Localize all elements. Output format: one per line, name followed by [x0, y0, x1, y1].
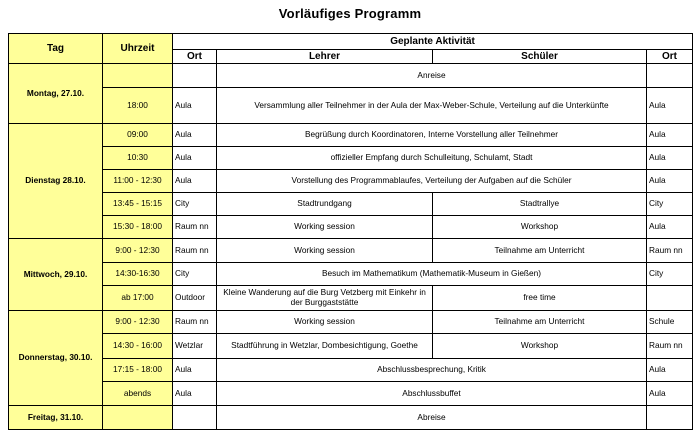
ort-cell: Aula — [173, 170, 217, 193]
ort2-cell: Aula — [647, 88, 693, 124]
time-cell: 17:15 - 18:00 — [103, 359, 173, 382]
ort2-cell: Aula — [647, 382, 693, 406]
page-title: Vorläufiges Programm — [278, 6, 422, 21]
schueler-cell: Teilnahme am Unterricht — [433, 311, 647, 334]
program-table — [8, 33, 693, 430]
schueler-cell: Stadtrallye — [433, 193, 647, 216]
time-cell: 10:30 — [103, 147, 173, 170]
ort2-cell: City — [647, 263, 693, 286]
time-cell: 14:30-16:30 — [103, 263, 173, 286]
ort-cell — [173, 64, 217, 88]
ort2-cell — [647, 406, 693, 430]
ort2-cell: Aula — [647, 124, 693, 147]
day-freitag: Freitag, 31.10. — [9, 406, 103, 430]
time-cell: 15:30 - 18:00 — [103, 216, 173, 239]
header-lehrer: Lehrer — [217, 50, 433, 64]
ort-cell: Outdoor — [173, 286, 217, 311]
time-cell: 11:00 - 12:30 — [103, 170, 173, 193]
header-tag: Tag — [9, 34, 103, 64]
activity-cell: offizieller Empfang durch Schulleitung, Schulamt, Stadt — [217, 147, 647, 170]
header-geplante-aktivitaet: Geplante Aktivität — [173, 34, 693, 50]
ort2-cell: Aula — [647, 147, 693, 170]
ort-cell: Raum nn — [173, 311, 217, 334]
activity-cell: Abschlussbuffet — [217, 382, 647, 406]
ort2-cell: Aula — [647, 359, 693, 382]
header-ort: Ort — [173, 50, 217, 64]
ort-cell: Wetzlar — [173, 334, 217, 359]
schueler-cell: Workshop — [433, 216, 647, 239]
time-cell — [103, 64, 173, 88]
ort2-cell: Aula — [647, 170, 693, 193]
lehrer-cell: Working session — [217, 216, 433, 239]
ort-cell: Raum nn — [173, 216, 217, 239]
schueler-cell: Workshop — [433, 334, 647, 359]
activity-cell: Abreise — [217, 406, 647, 430]
ort2-cell: Schule — [647, 311, 693, 334]
day-dienstag: Dienstag 28.10. — [9, 124, 103, 239]
lehrer-cell: Stadtführung in Wetzlar, Dombesichtigung, Goethe — [217, 334, 433, 359]
ort-cell — [173, 406, 217, 430]
header-schueler: Schüler — [433, 50, 647, 64]
ort2-cell: Aula — [647, 216, 693, 239]
time-cell: 14:30 - 16:00 — [103, 334, 173, 359]
ort-cell: Aula — [173, 147, 217, 170]
time-cell: 18:00 — [103, 88, 173, 124]
activity-cell: Anreise — [217, 64, 647, 88]
ort2-cell — [647, 64, 693, 88]
ort-cell: Aula — [173, 359, 217, 382]
time-cell: 9:00 - 12:30 — [103, 239, 173, 263]
ort-cell: City — [173, 193, 217, 216]
ort2-cell: Raum nn — [647, 334, 693, 359]
day-mittwoch: Mittwoch, 29.10. — [9, 239, 103, 311]
time-cell: 9:00 - 12:30 — [103, 311, 173, 334]
lehrer-cell: Stadtrundgang — [217, 193, 433, 216]
activity-cell: Vorstellung des Programmablaufes, Verteilung der Aufgaben auf die Schüler — [217, 170, 647, 193]
time-cell: ab 17:00 — [103, 286, 173, 311]
ort-cell: Aula — [173, 88, 217, 124]
ort-cell: Raum nn — [173, 239, 217, 263]
ort2-cell: Raum nn — [647, 239, 693, 263]
lehrer-cell: Kleine Wanderung auf die Burg Vetzberg mit Einkehr in der Burggaststätte — [217, 286, 433, 311]
time-cell: 13:45 - 15:15 — [103, 193, 173, 216]
day-donnerstag: Donnerstag, 30.10. — [9, 311, 103, 406]
time-cell: abends — [103, 382, 173, 406]
time-cell — [103, 406, 173, 430]
schueler-cell: free time — [433, 286, 647, 311]
day-montag: Montag, 27.10. — [9, 64, 103, 124]
ort2-cell: City — [647, 193, 693, 216]
activity-cell: Begrüßung durch Koordinatoren, Interne Vorstellung aller Teilnehmer — [217, 124, 647, 147]
activity-cell: Versammlung aller Teilnehmer in der Aula der Max-Weber-Schule, Verteilung auf die Unterkünfte — [217, 88, 647, 124]
activity-cell: Abschlussbesprechung, Kritik — [217, 359, 647, 382]
header-uhrzeit: Uhrzeit — [103, 34, 173, 64]
ort-cell: City — [173, 263, 217, 286]
activity-cell: Besuch im Mathematikum (Mathematik-Museum in Gießen) — [217, 263, 647, 286]
ort2-cell — [647, 286, 693, 311]
ort-cell: Aula — [173, 382, 217, 406]
ort-cell: Aula — [173, 124, 217, 147]
lehrer-cell: Working session — [217, 311, 433, 334]
schueler-cell: Teilnahme am Unterricht — [433, 239, 647, 263]
lehrer-cell: Working session — [217, 239, 433, 263]
time-cell: 09:00 — [103, 124, 173, 147]
header-ort-2: Ort — [647, 50, 693, 64]
